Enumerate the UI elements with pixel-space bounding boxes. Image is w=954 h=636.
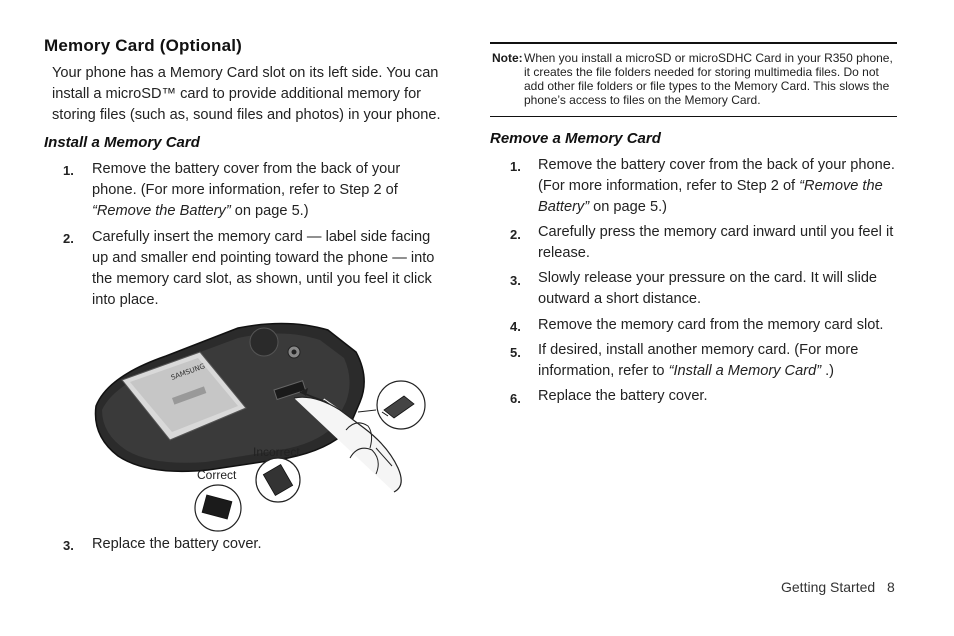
install-step-1-ref: “Remove the Battery” bbox=[92, 203, 231, 219]
footer-section-name: Getting Started bbox=[781, 579, 876, 595]
footer-page-number: 8 bbox=[887, 579, 895, 595]
note-label: Note: bbox=[492, 51, 523, 65]
install-section-title: Install a Memory Card bbox=[44, 134, 200, 151]
remove-step-2-number: 2. bbox=[510, 227, 521, 242]
battery-brand-text: SAMSUNG bbox=[169, 362, 207, 382]
install-step-3-number: 3. bbox=[63, 538, 74, 553]
install-step-2-number: 2. bbox=[63, 231, 74, 246]
install-step-3-text: Replace the battery cover. bbox=[92, 536, 262, 552]
remove-section-title: Remove a Memory Card bbox=[490, 130, 661, 147]
remove-step-6-number: 6. bbox=[510, 391, 521, 406]
remove-step-4-text: Remove the memory card from the memory card slot. bbox=[538, 317, 884, 333]
remove-step-2-text: Carefully press the memory card inward until you feel it release. bbox=[538, 224, 894, 261]
install-step-1-text: Remove the battery cover from the back of your phone. (For more information, refer to Step 2 of “Remove the Battery” on page 5.) bbox=[92, 161, 401, 219]
note-text: When you install a microSD or microSDHC Card in your R350 phone, it creates the file folders needed for storing multimedia files. Do not add other file folders or file types to the Memory Card. This slows the phone’s access to files on the Memory Card. bbox=[524, 51, 893, 107]
correct-label: Correct bbox=[197, 468, 237, 482]
remove-step-3-number: 3. bbox=[510, 273, 521, 288]
remove-step-3-text: Slowly release your pressure on the card. It will slide outward a short distance. bbox=[538, 270, 878, 307]
install-step-2-text: Carefully insert the memory card — label side facing up and smaller end pointing toward the phone — into the memory card slot, as shown, until you feel it click into place. bbox=[92, 229, 435, 308]
remove-step-5-text: If desired, install another memory card. (For more information, refer to “Install a Memory Card” .) bbox=[538, 342, 859, 379]
intro-paragraph: Your phone has a Memory Card slot on its left side. You can install a microSD™ card to provide additional memory for storing files (such as, sound files and photos) in your phone. bbox=[52, 65, 441, 123]
remove-step-5-number: 5. bbox=[510, 345, 521, 360]
remove-step-4-number: 4. bbox=[510, 319, 521, 334]
install-step-1-number: 1. bbox=[63, 163, 74, 178]
remove-step-1-number: 1. bbox=[510, 159, 521, 174]
remove-step-1-text: Remove the battery cover from the back of your phone. (For more information, refer to Step 2 of “Remove the Battery” on page 5.) bbox=[538, 157, 895, 215]
remove-step-1-ref: “Remove the Battery” bbox=[538, 178, 883, 215]
remove-step-6-text: Replace the battery cover. bbox=[538, 388, 708, 404]
incorrect-label: Incorrect bbox=[253, 445, 300, 459]
note-bottom-rule bbox=[490, 116, 897, 117]
memory-card-illustration bbox=[88, 318, 433, 536]
note-top-rule bbox=[490, 42, 897, 44]
remove-step-5-ref: “Install a Memory Card” bbox=[668, 363, 822, 379]
page-title: Memory Card (Optional) bbox=[44, 36, 243, 55]
phone-illustration-svg bbox=[88, 318, 433, 536]
